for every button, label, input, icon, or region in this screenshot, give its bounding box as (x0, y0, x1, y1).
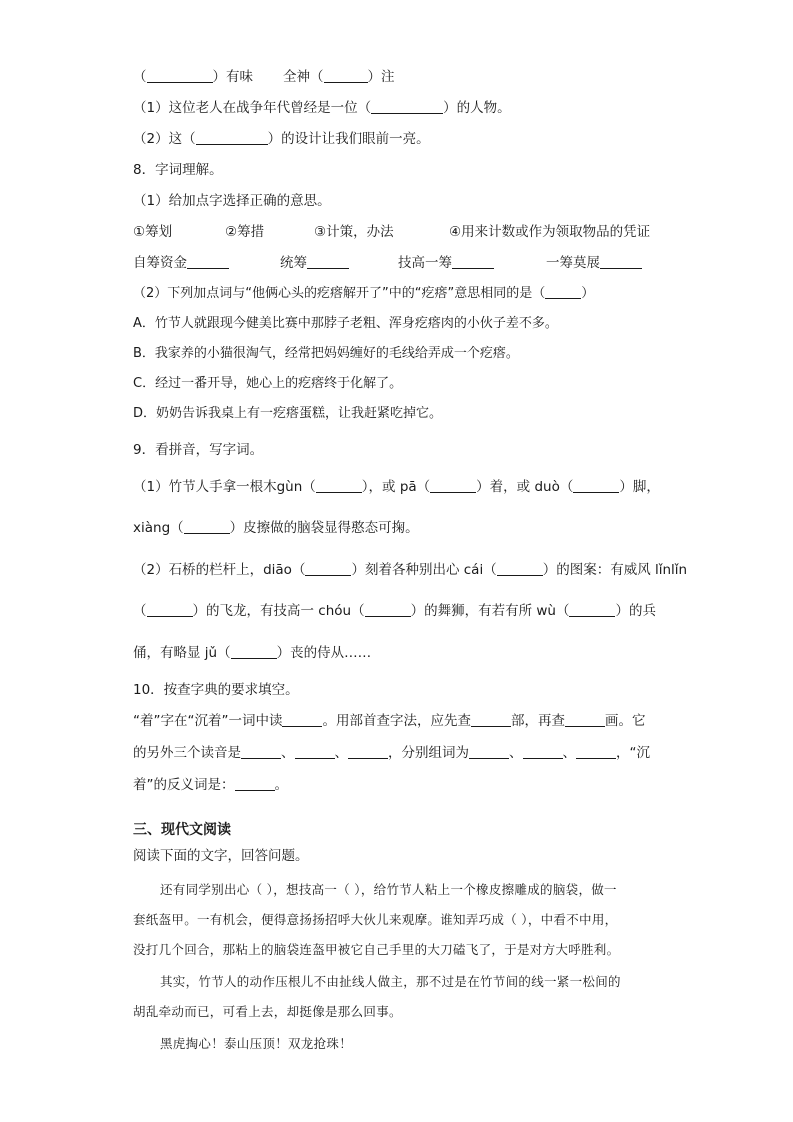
section-instruction: 阅读下面的文字，回答问题。 (133, 848, 309, 864)
question-8-sub1: （1）给加点字选择正确的意思。 (133, 193, 331, 209)
answer-blank[interactable] (576, 744, 616, 759)
option-a[interactable]: A．竹节人就跟现今健美比赛中那脖子老粗、浑身疙瘩肉的小伙子差不多。 (133, 316, 558, 331)
answer-blank[interactable] (241, 744, 281, 759)
answer-blank[interactable] (545, 284, 581, 299)
option-b[interactable]: B．我家养的小猫很淘气，经常把妈妈缠好的毛线给弄成一个疙瘩。 (133, 346, 519, 361)
fill-line-2: （1）这位老人在战争年代曾经是一位（ ）的人物。 (133, 100, 511, 116)
question-9-title: 9．看拼音，写字词。 (133, 442, 264, 458)
answer-blank[interactable] (187, 254, 229, 269)
answer-blank[interactable] (600, 254, 642, 269)
meaning-1: ①筹划 (133, 224, 173, 240)
meaning-2: ②筹措 (225, 224, 265, 240)
question-8-title: 8．字词理解。 (133, 162, 223, 178)
answer-blank[interactable] (471, 712, 511, 727)
answer-blank[interactable] (184, 519, 230, 534)
passage-line-1: 还有同学别出心（ ），想技高一（ ），给竹节人粘上一个橡皮擦雕成的脑袋，做一 (160, 882, 617, 897)
answer-blank[interactable] (569, 602, 615, 617)
pinyin-row-3: （2）石桥的栏杆上，diāo（ ）刻着各种别出心 cái（ ）的图案：有威风 lǐnlǐn (133, 562, 688, 578)
word-1: 自筹资金 (133, 253, 229, 273)
answer-blank[interactable] (430, 478, 476, 493)
option-c[interactable]: C．经过一番开导，她心上的疙瘩终于化解了。 (133, 376, 403, 391)
passage-line-2: 套纸盔甲。一有机会，便得意扬扬招呼大伙儿来观摩。谁知弄巧成（ ），中看不中用， (133, 912, 618, 927)
word-3: 技高一筹 (398, 253, 494, 273)
answer-blank[interactable] (497, 561, 543, 576)
answer-blank[interactable] (348, 744, 388, 759)
pinyin-row-1: （1）竹节人手拿一根木gùn（ ），或 pā（ ）着，或 duò（ ）脚， (133, 479, 660, 495)
option-d[interactable]: D．奶奶告诉我桌上有一疙瘩蛋糕，让我赶紧吃掉它。 (133, 406, 443, 421)
answer-blank[interactable] (324, 68, 368, 83)
pinyin-row-5: 俑，有略显 jǔ（ ）丧的侍从…… (133, 645, 372, 661)
dictionary-row-1: “着”字在“沉着”一词中读 。用部首查字法，应先查 部，再查 画。它 (133, 713, 646, 729)
fill-line-3: （2）这（ ）的设计让我们眼前一亮。 (133, 131, 430, 147)
answer-blank[interactable] (565, 712, 605, 727)
word-2: 统筹 (280, 253, 349, 273)
answer-blank[interactable] (147, 68, 213, 83)
answer-blank[interactable] (295, 744, 335, 759)
meaning-4: ④用来计数或作为领取物品的凭证 (449, 224, 651, 240)
answer-blank[interactable] (365, 602, 411, 617)
answer-blank[interactable] (316, 478, 362, 493)
answer-blank[interactable] (235, 776, 275, 791)
dictionary-row-3: 着”的反义词是： 。 (133, 777, 288, 793)
dictionary-row-2: 的另外三个读音是 、 、 ，分别组词为 、 、 ，“沉 (133, 745, 650, 761)
fill-line-1: （ ）有味 全神（ ）注 (133, 69, 395, 85)
pinyin-row-4: （ ）的飞龙，有技高一 chóu（ ）的舞狮，有若有所 wù（ ）的兵 (133, 603, 656, 619)
answer-blank[interactable] (452, 254, 494, 269)
answer-blank[interactable] (523, 744, 563, 759)
question-8-sub2: （2）下列加点词与“他俩心头的疙瘩解开了”中的“疙瘩”意思相同的是（ ） (133, 286, 595, 301)
answer-blank[interactable] (147, 602, 193, 617)
answer-blank[interactable] (282, 712, 322, 727)
answer-blank[interactable] (305, 561, 351, 576)
answer-blank[interactable] (573, 478, 619, 493)
meaning-3: ③计策，办法 (314, 224, 394, 240)
answer-blank[interactable] (307, 254, 349, 269)
word-4: 一筹莫展 (546, 253, 642, 273)
section-heading: 三、现代文阅读 (133, 822, 231, 838)
passage-line-3: 没打几个回合，那粘上的脑袋连盔甲被它自己手里的大刀磕飞了，于是对方大呼胜利。 (133, 942, 620, 957)
passage-line-6: 黑虎掏心！泰山压顶！双龙抢珠！ (160, 1036, 353, 1051)
answer-blank[interactable] (231, 644, 277, 659)
passage-line-4: 其实，竹节人的动作压根儿不由扯线人做主，那不过是在竹节间的线一紧一松间的 (160, 974, 621, 989)
answer-blank[interactable] (371, 99, 443, 114)
question-10-title: 10．按查字典的要求填空。 (133, 682, 299, 698)
answer-blank[interactable] (196, 130, 268, 145)
answer-blank[interactable] (469, 744, 509, 759)
pinyin-row-2: xiàng（ ）皮擦做的脑袋显得憨态可掬。 (133, 520, 419, 536)
passage-line-5: 胡乱牵动而已，可看上去，却挺像是那么回事。 (133, 1004, 402, 1019)
